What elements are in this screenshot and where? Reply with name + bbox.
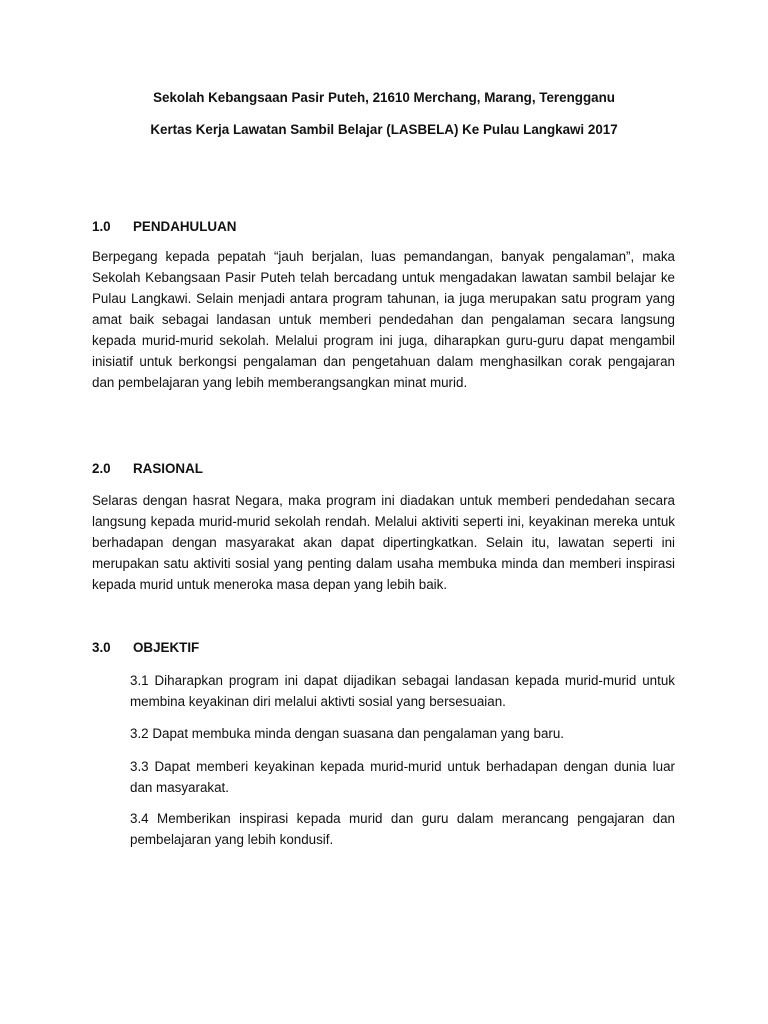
section-title: RASIONAL: [133, 461, 203, 476]
section-heading-pendahuluan: [92, 218, 236, 236]
section-title: OBJEKTIF: [133, 640, 200, 655]
school-address-title: Sekolah Kebangsaan Pasir Puteh, 21610 Merchang, Marang, Terengganu: [153, 90, 615, 105]
section-number: 2.0: [92, 461, 111, 476]
objective-item: 3.3 Dapat memberi keyakinan kepada murid-murid untuk berhadapan dengan dunia luar dan masyarakat.: [130, 759, 675, 795]
section-title: PENDAHULUAN: [133, 219, 237, 234]
objective-item: 3.1 Diharapkan program ini dapat dijadikan sebagai landasan kepada murid-murid untuk membina keyakinan diri melalui aktivti sosial yang bersesuaian.: [130, 673, 675, 709]
section-heading-rasional: [92, 460, 203, 478]
section-body-pendahuluan: Berpegang kepada pepatah “jauh berjalan, luas pemandangan, banyak pengalaman”, maka Sekolah Kebangsaan Pasir Puteh telah bercadang untuk mengadakan lawatan sambil belajar ke Pulau Langkawi. Selain menjadi antara program tahunan, ia juga merupakan satu program yang amat baik sebagai landasan untuk memberi pendedahan dan pengalaman secara langsung kepada murid-murid sekolah. Melalui program ini juga, diharapkan guru-guru dapat mengambil inisiatif untuk berkongsi pengalaman dan pengetahuan dalam menghasilkan corak pengajaran dan pembelajaran yang lebih memberangsangkan minat murid.: [92, 249, 675, 390]
section-body-rasional: Selaras dengan hasrat Negara, maka program ini diadakan untuk memberi pendedahan secara langsung kepada murid-murid sekolah rendah. Melalui aktiviti seperti ini, keyakinan mereka untuk berhadapan dengan masyarakat akan dapat dipertingkatkan. Selain itu, lawatan seperti ini merupakan satu aktiviti sosial yang penting dalam usaha membuka minda dan memberi inspirasi kepada murid untuk meneroka masa depan yang lebih baik.: [92, 493, 675, 592]
section-heading-objektif: [92, 639, 199, 657]
objective-item: 3.2 Dapat membuka minda dengan suasana dan pengalaman yang baru.: [130, 726, 565, 741]
objective-item: 3.4 Memberikan inspirasi kepada murid dan guru dalam merancang pengajaran dan pembelajaran yang lebih kondusif.: [130, 811, 675, 847]
paper-title: Kertas Kerja Lawatan Sambil Belajar (LASBELA) Ke Pulau Langkawi 2017: [150, 122, 618, 137]
section-number: 3.0: [92, 640, 111, 655]
section-number: 1.0: [92, 219, 111, 234]
